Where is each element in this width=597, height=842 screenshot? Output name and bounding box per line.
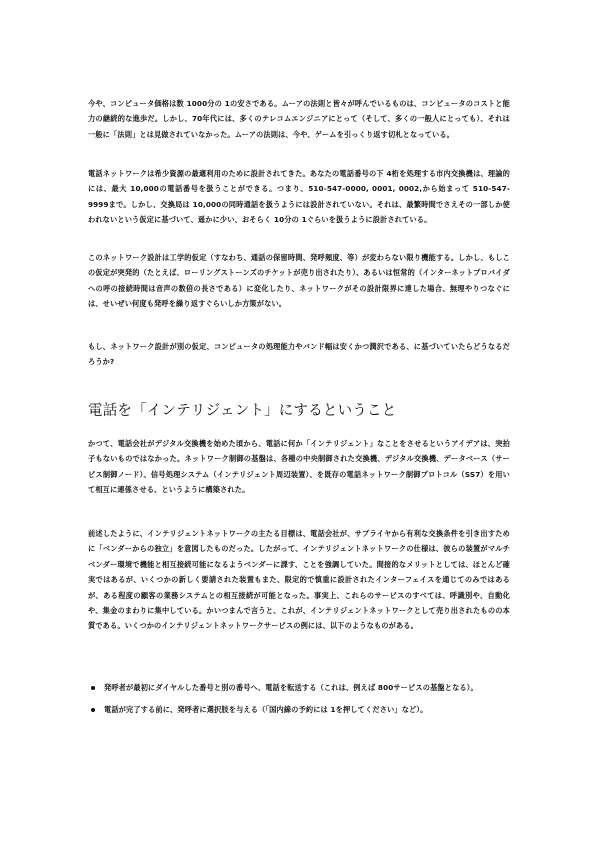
list-item xyxy=(88,680,510,695)
list-item xyxy=(88,702,510,717)
bullet-icon xyxy=(91,686,95,690)
paragraph-network-design: 電話ネットワークは希少資源の最適利用のために設計されてきた。あなたの電話番号の下 4桁を処理する市内交換機は、理論的には、最大 10,000の電話番号を扱うことができる。つまり、510-547-0000, 0001, 0002,から始まって 510-547-9999まで。しかし、交換局は 10,000の同時通話を扱うようには設計されていない。それは、最繁時間でさえその一部しか使われないという仮定に基づいて、遥かに少い、おそらく 10分の 1ぐらいを扱うように設計されている。 xyxy=(88,169,510,225)
list-item-text: 電話が完了する前に、発呼者に選択肢を与える（「国内線の予約には 1を押してください」など）。 xyxy=(104,705,428,715)
paragraph-intelligent-network-goals: 前述したように、インテリジェントネットワークの主たる目標は、電話会社が、サプライヤから有利な交換条件を引き出すために「ベンダーからの独立」を意図したものだった。したがって、インテリジェントネットワークの仕様は、彼らの装置がマルチベンダー環境で機能と相互接続可能になるようベンダーに課す、ことを強調していた。間接的なメリットとしては、ほとんど確実ではあるが、いくつかの新しく要請された装置もまた、限定的で慎重に設計されたインターフェイスを通じてのみではあるが、ある程度の顧客の業務システムとの相互接続が可能となった。事実上、これらのサービスのすべては、呼識別や、自動化や、集金のまわりに集中している。かいつまんで言うと、これが、インテリジェントネットワークとして売り出されたものの本質である。いくつかのインテリジェントネットワークサービスの例には、以下のようなものがある。 xyxy=(88,529,510,631)
list-item-text: 発呼者が最初にダイヤルした番号と別の番号へ、電話を転送する（これは、例えば 800サービスの基盤となる）。 xyxy=(104,683,478,692)
bullet-icon xyxy=(91,708,95,712)
service-examples-list xyxy=(88,680,510,725)
document-page xyxy=(88,0,510,842)
paragraph-moores-law: 今や、コンピュータ価格は数 1000分の 1の安さである。ムーアの法則と皆々が呼んでいるものは、コンピュータのコストと能力の継続的な進歩だ。しかし、70年代には、多くのテレコムエンジニアにとって（そして、多くの一般人にとっても）、それは一般に「法則」とは見做されていなかった。ムーアの法則は、今や、ゲームを引っくり返す切札となっている。 xyxy=(88,99,510,139)
section-heading: 電話を「インテリジェント」にするということ xyxy=(88,403,397,419)
paragraph-intelligent-history: かつて、電話会社がデジタル交換機を始めた頃から、電話に何か「インテリジェント」なことをさせるというアイデアは、突拍子もないものではなかった。ネットワーク制御の基盤は、各種の中央制御された交換機、デジタル交換機、データベース（サービス制御ノード）、信号処理システム（インテリジェント周辺装置）、を既存の電話ネットワーク制御プロトコル（SS7）を用いて相互に連係させる、というように構築された。 xyxy=(88,439,510,495)
paragraph-engineering-assumptions: このネットワーク設計は工学的仮定（すなわち、通話の保留時間、発呼頻度、等）が変わらない限り機能する。しかし、もしこの仮定が突発的（たとえば、ローリングストーンズのチケットが売り出されたり）、あるいは恒常的（インターネットプロバイダへの呼の接続時間は音声の数倍の長さである）に変化したり、ネットワークがその設計限界に達した場合、無理やりつなぐには、せいぜい何度も発呼を繰り返すぐらいしか方策がない。 xyxy=(88,253,510,309)
paragraph-question: もし、ネットワーク設計が別の仮定、コンピュータの処理能力やバンド幅は安くかつ潤沢である、に基づいていたらどうなるだろうか? xyxy=(88,342,510,367)
